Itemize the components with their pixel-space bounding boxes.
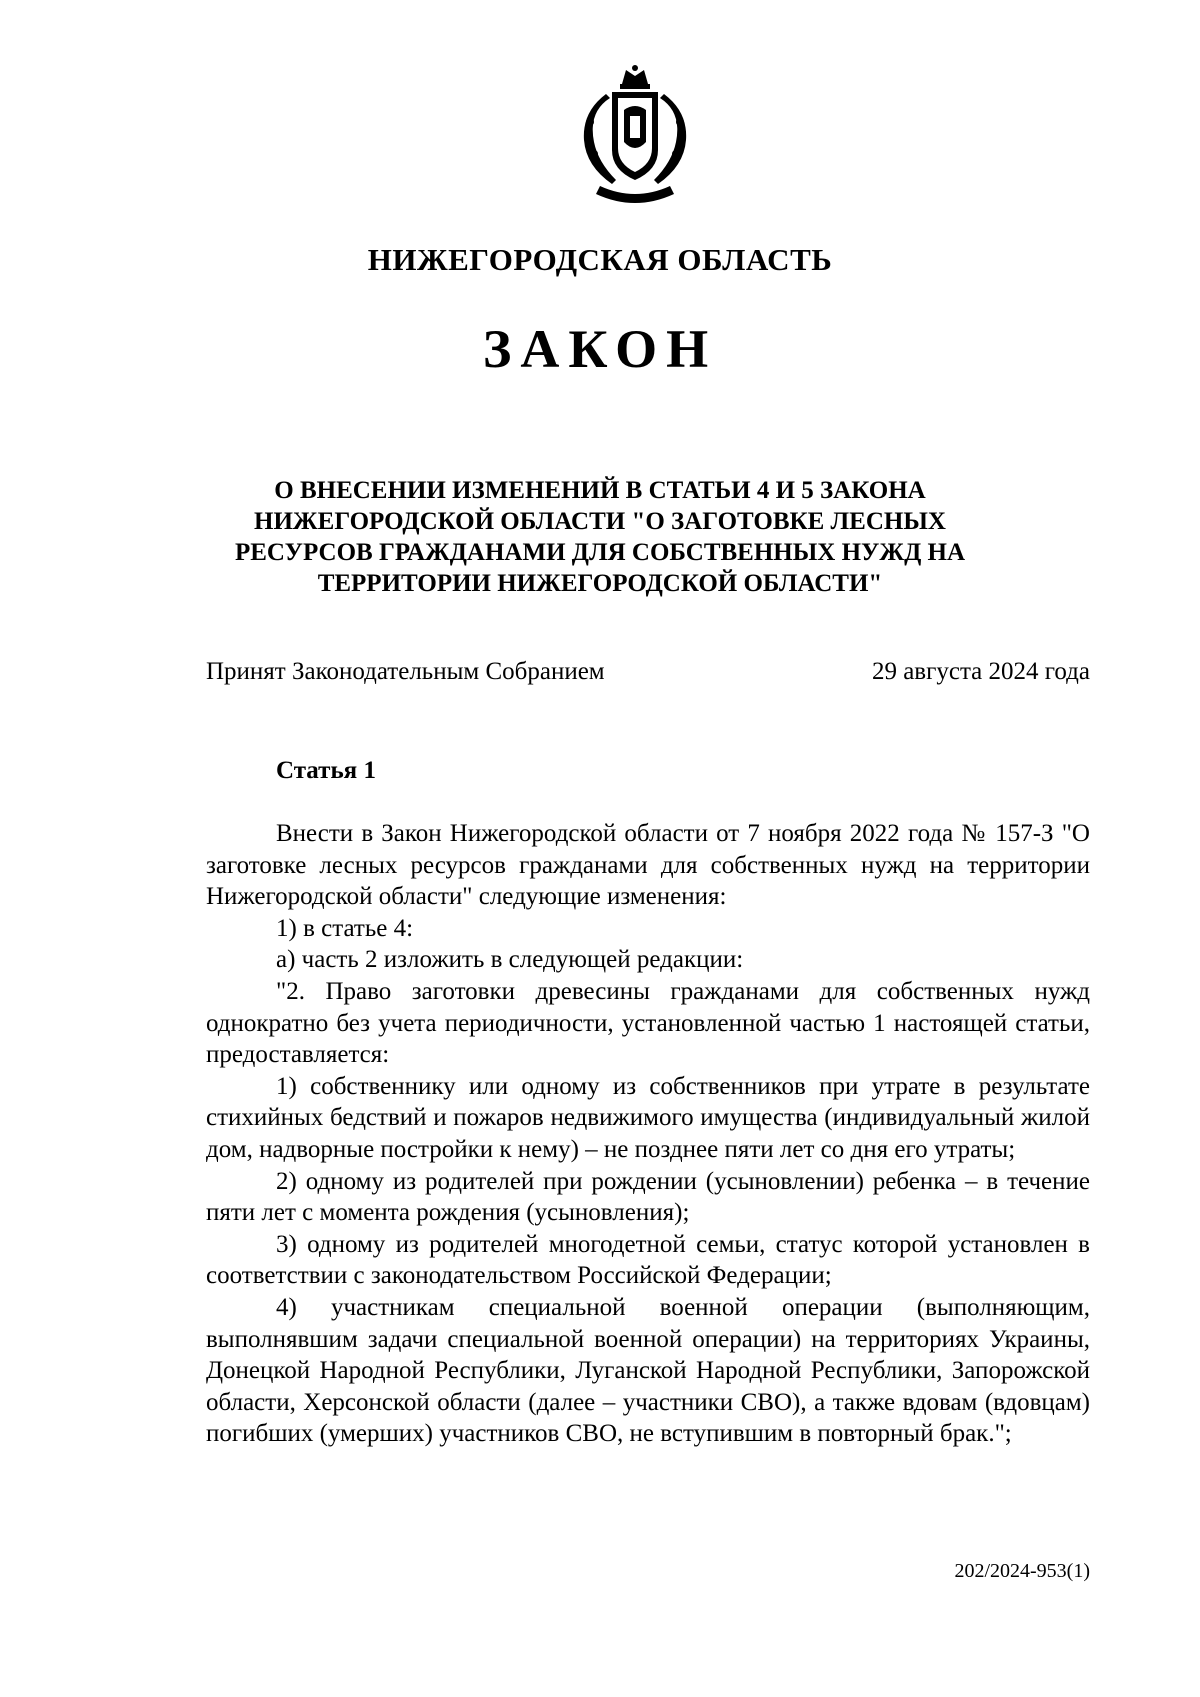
paragraph: 1) собственнику или одному из собственников при утрате в результате стихийных бедствий и пожаров недвижимого имущества (индивидуальный жилой дом, надворные постройки к нему) – не позднее пяти лет со дня его утраты; <box>206 1072 1090 1163</box>
paragraph: Внести в Закон Нижегородской области от 7 ноября 2022 года № 157-З "О заготовке лесных ресурсов гражданами для собственных нужд на территории Нижегородской области" следующие изменения: <box>206 820 1090 911</box>
coat-of-arms-icon <box>560 62 710 212</box>
document-number: 202/2024-953(1) <box>954 1560 1090 1582</box>
paragraph: 3) одному из родителей многодетной семьи, статус которой установлен в соответствии с законодательством Российской Федерации; <box>206 1230 1090 1290</box>
paragraph: 4) участникам специальной военной операции (выполняющим, выполнявшим задачи специальной военной операции) на территориях Украины, Донецкой Народной Республики, Луганской Народной Республики, Запорожской области, Херсонской области (далее – участники СВО), а также вдовам (вдовцам) погибших (умерших) участников СВО, не вступившим в повторный брак."; <box>206 1293 1090 1448</box>
document-type: ЗАКОН <box>482 319 718 379</box>
law-subject: О ВНЕСЕНИИ ИЗМЕНЕНИЙ В СТАТЬИ 4 И 5 ЗАКОНА НИЖЕГОРОДСКОЙ ОБЛАСТИ "О ЗАГОТОВКЕ ЛЕСНЫХ РЕСУРСОВ ГРАЖДАНАМИ ДЛЯ СОБСТВЕННЫХ НУЖД НА ТЕРРИТОРИИ НИЖЕГОРОДСКОЙ ОБЛАСТИ" <box>234 477 966 597</box>
paragraph: а) часть 2 изложить в следующей редакции: <box>276 946 744 974</box>
article-body <box>206 818 1090 1450</box>
adoption-date: 29 августа 2024 года <box>871 658 1090 685</box>
adopted-by: Принят Законодательным Собранием <box>206 658 605 685</box>
region-title: НИЖЕГОРОДСКАЯ ОБЛАСТЬ <box>367 242 833 277</box>
paragraph: 1) в статье 4: <box>276 914 414 942</box>
paragraph: "2. Право заготовки древесины гражданами для собственных нужд однократно без учета периодичности, установленной частью 1 настоящей статьи, предоставляется: <box>206 977 1090 1069</box>
paragraph: 2) одному из родителей при рождении (усыновлении) ребенка – в течение пяти лет с момента рождения (усыновления); <box>206 1167 1090 1227</box>
article-title: Статья 1 <box>276 757 376 784</box>
adoption-line <box>206 658 1090 686</box>
